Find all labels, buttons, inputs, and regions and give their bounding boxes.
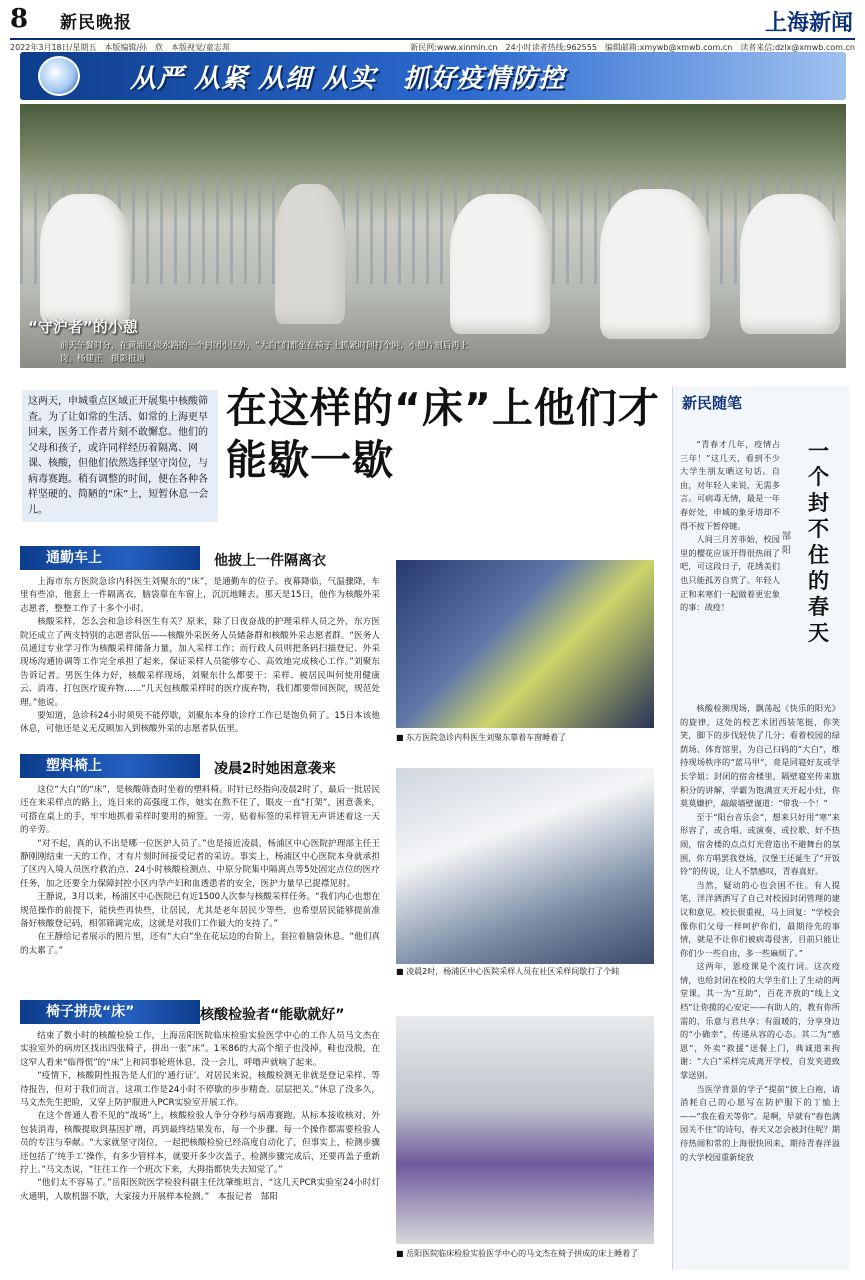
paragraph: 要知道，急诊科24小时须臾不能停歇，刘聚东本身的诊疗工作已是饱负荷了。15日本该他休息，可他还是义无反顾加入到核酸外采的志愿者队伍里。 bbox=[20, 711, 380, 735]
paragraph: 在这个普通人看不见的“战场”上，核酸检验人争分夺秒与病毒赛跑。从标本接收核对、外包装消毒，核酸提取到基因扩增，再到最终结果发布，每一个步骤、每一个操作都需要检验人员的专注与奉献。“大家就坚守岗位，一起把核酸检验已经高度自动化了，但事实上，检测步骤还包括了‘纯手工’操作，有多少管样本，就要开多少次盖子，检测步骤完成后，还要再盖子重新拧上。”马文杰说，“往往工作一个班次下来，大拇指都快失去知觉了。” bbox=[20, 1111, 380, 1176]
paragraph: “疫情下，核酸阴性报告是人们的‘通行证’。对居民来说，核酸检测无非就是登记采样、等待报告，但对于我们而言，这项工作是24小时不停歇的步步精查、层层把关。”休息了没多久，马文杰先生把睑，又穿上防护服进入PCR实验室开展工作。 bbox=[20, 1071, 380, 1109]
column-brand: 新民随笔 bbox=[682, 394, 743, 412]
section-2-subtitle: 凌晨2时她困意袭来 bbox=[214, 761, 336, 777]
intro-paragraph: 这两天，申城重点区域正开展集中核酸筛查。为了让如常的生活、如常的上海更早回来，医务工作者片刻不敢懈怠。他们的父母和孩子，或许同样经历着隔离、网课、核酸，但他们依然选择坚守岗位，与病毒赛跑。稍有调整的时间，便在各种各样坚硬的、简陋的“床”上，短暂休息一会儿。 bbox=[22, 390, 218, 522]
photo-caption: 前天午餐时分，在黄浦区淡水路的一个封闭小区外，“大白”们都坐在椅子上抓紧时间打个盹，小憩片刻后再上岗。杨建正 摄影报道 bbox=[60, 341, 469, 364]
section-2-photo-caption: ■ 凌晨2时，杨浦区中心医院采样人员在社区采样间歇打了个盹 bbox=[396, 967, 620, 976]
paragraph: 王静说，3月以来，杨浦区中心医院已有近1500人次参与核酸采样任务。“我们内心也想在规范操作的前提下，能快些再快些，让居民，尤其是老年居民少等些，也希望居民能够提前准备好核酸登记码，相邻筛调完成，这就是对我们工作最大的支持了。” bbox=[20, 892, 380, 930]
section-2-photo bbox=[396, 768, 654, 964]
section-3-body bbox=[20, 1030, 380, 1204]
section-1-tag: 通勤车上 bbox=[20, 546, 200, 570]
section-2-tag: 塑料椅上 bbox=[20, 754, 200, 778]
date-editors: 2022年3月18日/星期五 本版编辑/孙 欣 本版视觉/童志邦 bbox=[10, 43, 230, 52]
paragraph: “对不起，真的认不出是哪一位医护人员了。”也是接近凌晨，杨浦区中心医院护理部主任王静刚刚结束一天的工作，才有片刻时间接受记者的采访。事实上，杨浦区中心医院本身就承担了区内入境人员医疗救治点、24小时核酸检测点、中原分院集中隔离点等5处固定点位的医疗任务，加之还要全力保障封控小区内孕产妇和血透患者的安全，医护力量早已捉襟见肘。 bbox=[20, 838, 380, 889]
main-headline: 在这样的“床”上他们才能歇一歇 bbox=[226, 384, 660, 484]
virus-icon bbox=[38, 56, 80, 96]
column-body-top bbox=[680, 438, 780, 615]
contact-info: 新民网:www.xinmin.cn 24小时读者热线:962555 编辑邮箱:xmywb@xmwb.com.cn 读者来信:dzlx@xmwb.com.cn bbox=[410, 43, 855, 52]
section-3-subtitle: 核酸检验者“能歇就好” bbox=[200, 1007, 345, 1023]
paragraph: 结束了数小时的核酸检验工作，上海岳阳医院临床检验实验医学中心的工作人员马文杰在实验室外的病房区找出四张椅子，拼出一张“床”。1米86的大高个缩子也没掉，鞋也没脱，在这窄人看来“临得慌”的“床”上和同事轮班休息，没一会儿，呼噜声就响了起来。 bbox=[20, 1031, 380, 1068]
section-1-photo bbox=[396, 560, 654, 728]
section-3-photo bbox=[396, 1016, 654, 1244]
section-1-body bbox=[20, 576, 380, 737]
photo-title: “守沪者”的小憩 bbox=[28, 318, 138, 336]
page-number: 8 bbox=[10, 4, 29, 34]
paragraph: “青春才几年，疫情占三年！”这几天，看到不少大学生朋友晒这句话。自由，对年轻人来说，无需多言。可病毒无情，最是一年春好处，申城的象牙塔却不得不按下暂停键。 bbox=[680, 439, 780, 531]
paragraph: 核酸采样，怎么会和急诊科医生有关？原来，除了日夜奋战的护理采样人员之外，东方医院还成立了两支特别的志愿者队伍——核酸外采医务人员储备群和核酸外采志愿者群。“医务人员通过专业学习作为核酸采样储备力量，加入采样工作；而行政人员则把条码扫描登记、外采现场沟通协调等工作完全承担了起来，保证采样人员能够专心、高效地完成核心工作。”刘聚东告诉记者。男医生体力好，核酸采样现场，刘聚东什么都要干：采样、被居民叫何使用健康云、消毒、打包医疗废弃物……“几天包核酸采样时的医疗废弃物，我们都要带回医院，规范处理。”他说。 bbox=[20, 617, 380, 708]
paragraph: “他们太不容易了。”岳阳医院医学检验科副主任沈肇维坦言，“这几天PCR实验室24小时灯火通明，人歇机器不歇，大家接力开展样本检测。” 本报记者 郜阳 bbox=[20, 1178, 380, 1202]
paragraph: 当然，疑动的心也会困不住。有人提笔，洋洋洒洒写了自己对校园封闭管理的建议和意见。校长很重视，马上回复：“学校会像你们父母一样呵护你们，最期待先的事情，就是不让你们被病毒侵害，目前只能让你们少一些自由，多一些麻烦了。” bbox=[680, 879, 840, 958]
paragraph: 核酸检测现场，飘荡起《快乐的阳光》的旋律，这处的校艺术团西装笔挺，你笑笑，脚下的步伐轻快了几分；看着校园的绿荫场、体育馆里，为自己扫码的“大白”，维持现场秩序的“蓝马甲”，竟是同寝好友或学长学姐；封闭的宿舍楼里，隔壁寝室传来旗积分的讲解，学霸为饱满宣天开起小灶，你莫莫嫌护，敲敲墙壁谨道：“带我一个！” bbox=[680, 703, 840, 809]
slogan-text: 从严 从紧 从细 从实 抓好疫情防控 bbox=[130, 64, 566, 94]
column-title: 一个封不住的春天 bbox=[808, 439, 829, 645]
column-author: 郜阳 bbox=[782, 532, 792, 556]
barrier-fence bbox=[20, 174, 846, 284]
column-body-bottom bbox=[680, 702, 840, 1262]
section-3-tag: 椅子拼成“床” bbox=[20, 1000, 200, 1024]
paragraph: 这位“大白”的“床”，是核酸筛查时坐着的塑料椅。时针已经指向凌晨2时了，最后一批居民还在来采样点的路上，连日来的高强度工作，她实在熬不住了，眼皮一直“打架”，困意袭来，可搭在桌上的手，牢牢地抓着采样时要用的棉签。一旁，贴着标签的采样管无声讲述着这一天的辛劳。 bbox=[20, 785, 380, 836]
paragraph: 在王静给记者展示的照片里，还有“大白”坐在花坛边的台阶上，套拉着脑袋休息。“他们真的太累了。” bbox=[20, 932, 380, 956]
figure-3 bbox=[450, 194, 550, 334]
section-3-photo-caption: ■ 岳阳医院临床检验实验医学中心的马文杰在椅子拼成的床上睡着了 bbox=[396, 1249, 639, 1258]
figure-2 bbox=[275, 184, 345, 324]
figure-5 bbox=[740, 194, 840, 334]
paragraph: 人间三月芳菲始，校园里的樱花应该开得很热闹了吧，可这段日子，花绣美们也只能孤芳自赏了。年轻人正和来寒们一起做着更宏象的事：战疫！ bbox=[680, 534, 780, 613]
section-1-photo-caption: ■ 东方医院急诊内科医生刘聚东靠着车窗睡着了 bbox=[396, 733, 567, 742]
paragraph: 当医学背景的学子“提前”披上白袍，请消耗自己的心愿写在防护服下的丁恤上——“我在看天等你”。是啊，早就有“春色满园关不住”的诗句，春天又怎会被封住呢？期待热闹和常的上海很快回来，期待青春洋溢的大学校园重新绽放 bbox=[680, 1083, 840, 1162]
newspaper-name: 新民晚报 bbox=[60, 13, 132, 33]
header-rule bbox=[10, 38, 855, 40]
section-title: 上海新闻 bbox=[764, 11, 853, 36]
paragraph: 这两年，恩疫课是个流行词。这次疫情，也给封闭在校的大学生们上了生动的两堂课。其一为“互助”，百花齐放的“线上文档”让你揽的心安定——有助人的，教有你所需的，乐意与君共享；有温暖的，分享身边的“小确幸”，传递从容的心态。其二为“感恩”，外卖“救援”送餐上门，典诚道来拘谢：“大白”采样完成离开学校，自发夹道致掌送别。 bbox=[680, 961, 840, 1081]
figure-1 bbox=[40, 194, 130, 324]
top-photo bbox=[20, 104, 846, 368]
figure-4 bbox=[600, 189, 710, 339]
paragraph: 上海市东方医院急诊内科医生刘聚东的“床”，是通勤车的位子。夜幕降临，气温骤降，车里有些凉，他套上一件隔离衣，脑袋靠在车窗上，沉沉地睡去。那天是15日，他作为核酸外采志愿者，整整工作了十多个小时。 bbox=[20, 577, 380, 614]
paragraph: 至于“阳台音乐会”，想来只好用“寒”来形容了，或合唱、或演奏、或拉歌、好不热闹，宿舍楼的点点灯光营造出不避舞台的氛围，你方唱罢我登场，汉堡王还诞生了“开饭铃”的传说，让人不禁感叹，青春真好。 bbox=[680, 811, 840, 877]
section-2-body bbox=[20, 784, 380, 958]
section-1-subtitle: 他披上一件隔离衣 bbox=[214, 553, 326, 569]
